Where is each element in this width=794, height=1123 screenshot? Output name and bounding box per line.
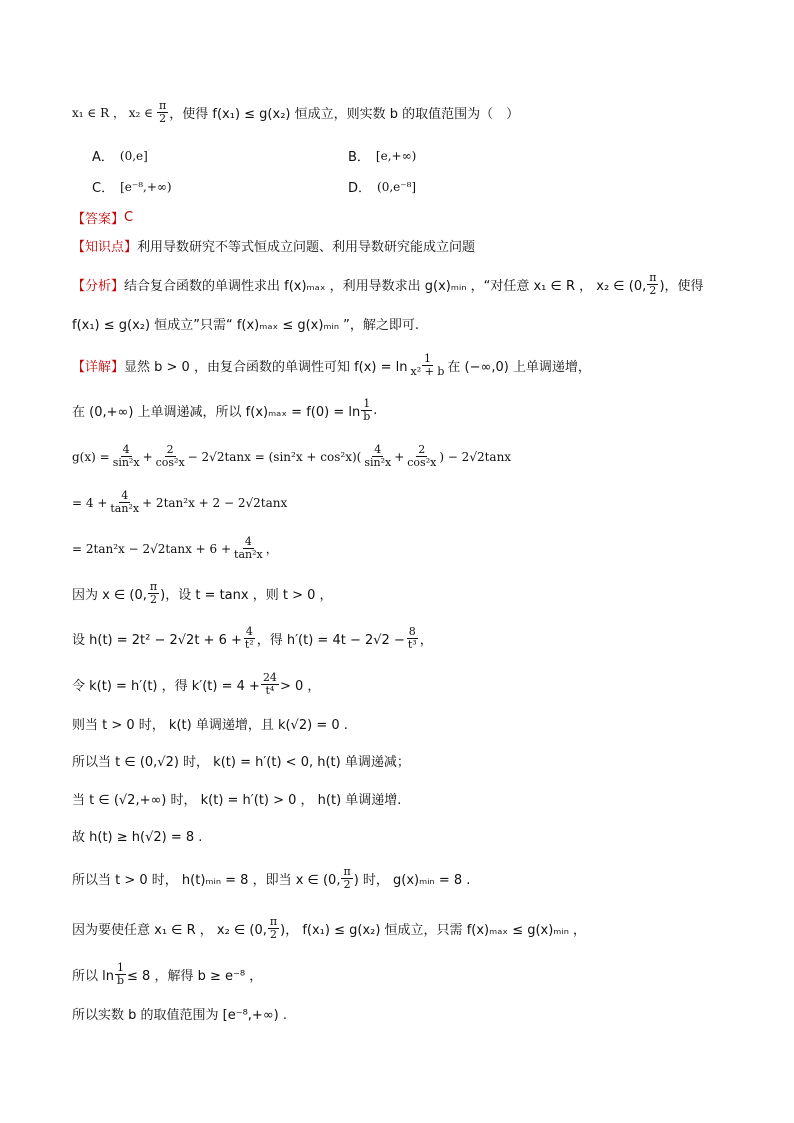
analysis-tag: 【分析】	[72, 279, 125, 294]
option-d: D． (0,e⁻⁸]	[348, 179, 417, 196]
detail-step-1: 因为 x ∈ (0, $\frac{\pi}{2}$ )，设 t = tanx ，则 t > 0 ，	[72, 580, 333, 606]
detail-step-9: 因为要使任意 x₁ ∈ R ， x₂ ∈ (0, $\frac{\pi}{2}$ )， f(x₁) ≤ g(x₂) 恒成立，只需 f(x)ₘₐₓ ≤ g(x)ₘᵢₙ ，	[72, 915, 587, 941]
analysis-line-1: 【分析】 结合复合函数的单调性求出 f(x)ₘₐₓ ，利用导数求出 g(x)ₘᵢₙ ，“对任意 x₁ ∈ R ， x₂ ∈ (0, $\frac{\pi}{2}$ )，使得	[72, 271, 704, 297]
detail-step-7: 故 h(t) ≥ h(√2) = 8 .	[72, 830, 203, 845]
stem-part-b: ，使得 f(x₁) ≤ g(x₂) 恒成立，则实数 b 的取值范围为（ ）	[169, 107, 520, 122]
knowledge-line	[72, 236, 475, 255]
detail-g-line-2: = 4 + $\frac{4}{\text{tan²x}}$ + 2tan²x + 2 − 2√2tanx	[72, 489, 288, 515]
pi-over-2: $\frac{\pi}{2}$	[159, 99, 167, 125]
detail-step-2: 设 h(t) = 2t² − 2√2t + 6 + $\frac{4}{\text{t²}}$ ，得 h′(t) = 4t − 2√2 − $\frac{8}{\text{t³}}$ ，	[72, 625, 433, 651]
knowledge-text: 利用导数研究不等式恒成立问题、利用导数研究能成立问题	[137, 240, 476, 255]
detail-step-8: 所以当 t > 0 时， h(t)ₘᵢₙ = 8 ，即当 x ∈ (0, $\frac{\pi}{2}$ ) 时， g(x)ₘᵢₙ = 8 .	[72, 865, 471, 891]
stem-part-a: x₁ ∈ R ， x₂ ∈	[72, 106, 154, 120]
detail-g-line-1: g(x) = $\frac{4}{\text{sin²x}}$ + $\frac{2}{\text{cos²x}}$ − 2√2tanx = (sin²x + cos²x)( $\frac{4}{\text{sin²x}}$ + $\frac{2}{\text{cos²x}}$ ) − 2√2tanx	[72, 443, 512, 469]
detail-step-11: 所以实数 b 的取值范围为 [e⁻⁸,+∞) .	[72, 1008, 287, 1023]
option-a: A． (0,e]	[92, 148, 148, 165]
detail-step-10: 所以 ln $\frac{1}{b}$ ≤ 8 ，解得 b ≥ e⁻⁸ ，	[72, 961, 263, 987]
detail-line-1: 【详解】 显然 b > 0 ，由复合函数的单调性可知 f(x) = ln $\frac{1}{\text{x² + b}}$ 在 (−∞,0) 上单调递增，	[72, 352, 591, 378]
detail-step-6: 当 t ∈ (√2,+∞) 时， k(t) = h′(t) > 0 ， h(t) 单调递增.	[72, 793, 402, 808]
answer-line	[72, 208, 133, 227]
detail-tag: 【详解】	[72, 360, 125, 375]
pi-over-2: $\frac{\pi}{2}$	[649, 271, 657, 297]
question-stem	[72, 100, 519, 125]
answer-tag: 【答案】	[72, 212, 125, 227]
knowledge-tag: 【知识点】	[72, 240, 138, 255]
option-b: B． [e,+∞)	[348, 148, 417, 165]
option-c: C． [e⁻⁸,+∞)	[92, 179, 172, 196]
detail-step-3: 令 k(t) = h′(t) ，得 k′(t) = 4 + $\frac{24}{\text{t⁴}}$ > 0 ，	[72, 671, 321, 697]
detail-step-4: 则当 t > 0 时， k(t) 单调递增，且 k(√2) = 0 .	[72, 718, 348, 733]
detail-line-2: 在 (0,+∞) 上单调递减，所以 f(x)ₘₐₓ = f(0) = ln $\frac{1}{b}$ .	[72, 397, 378, 423]
analysis-line-2: f(x₁) ≤ g(x₂) 恒成立”只需“ f(x)ₘₐₓ ≤ g(x)ₘᵢₙ ”，解之即可.	[72, 318, 420, 333]
detail-step-5: 所以当 t ∈ (0,√2) 时， k(t) = h′(t) < 0, h(t) 单调递减；	[72, 755, 410, 770]
detail-g-line-3: = 2tan²x − 2√2tanx + 6 + $\frac{4}{\text{tan²x}}$ ，	[72, 535, 278, 561]
answer-value: C	[124, 210, 134, 225]
